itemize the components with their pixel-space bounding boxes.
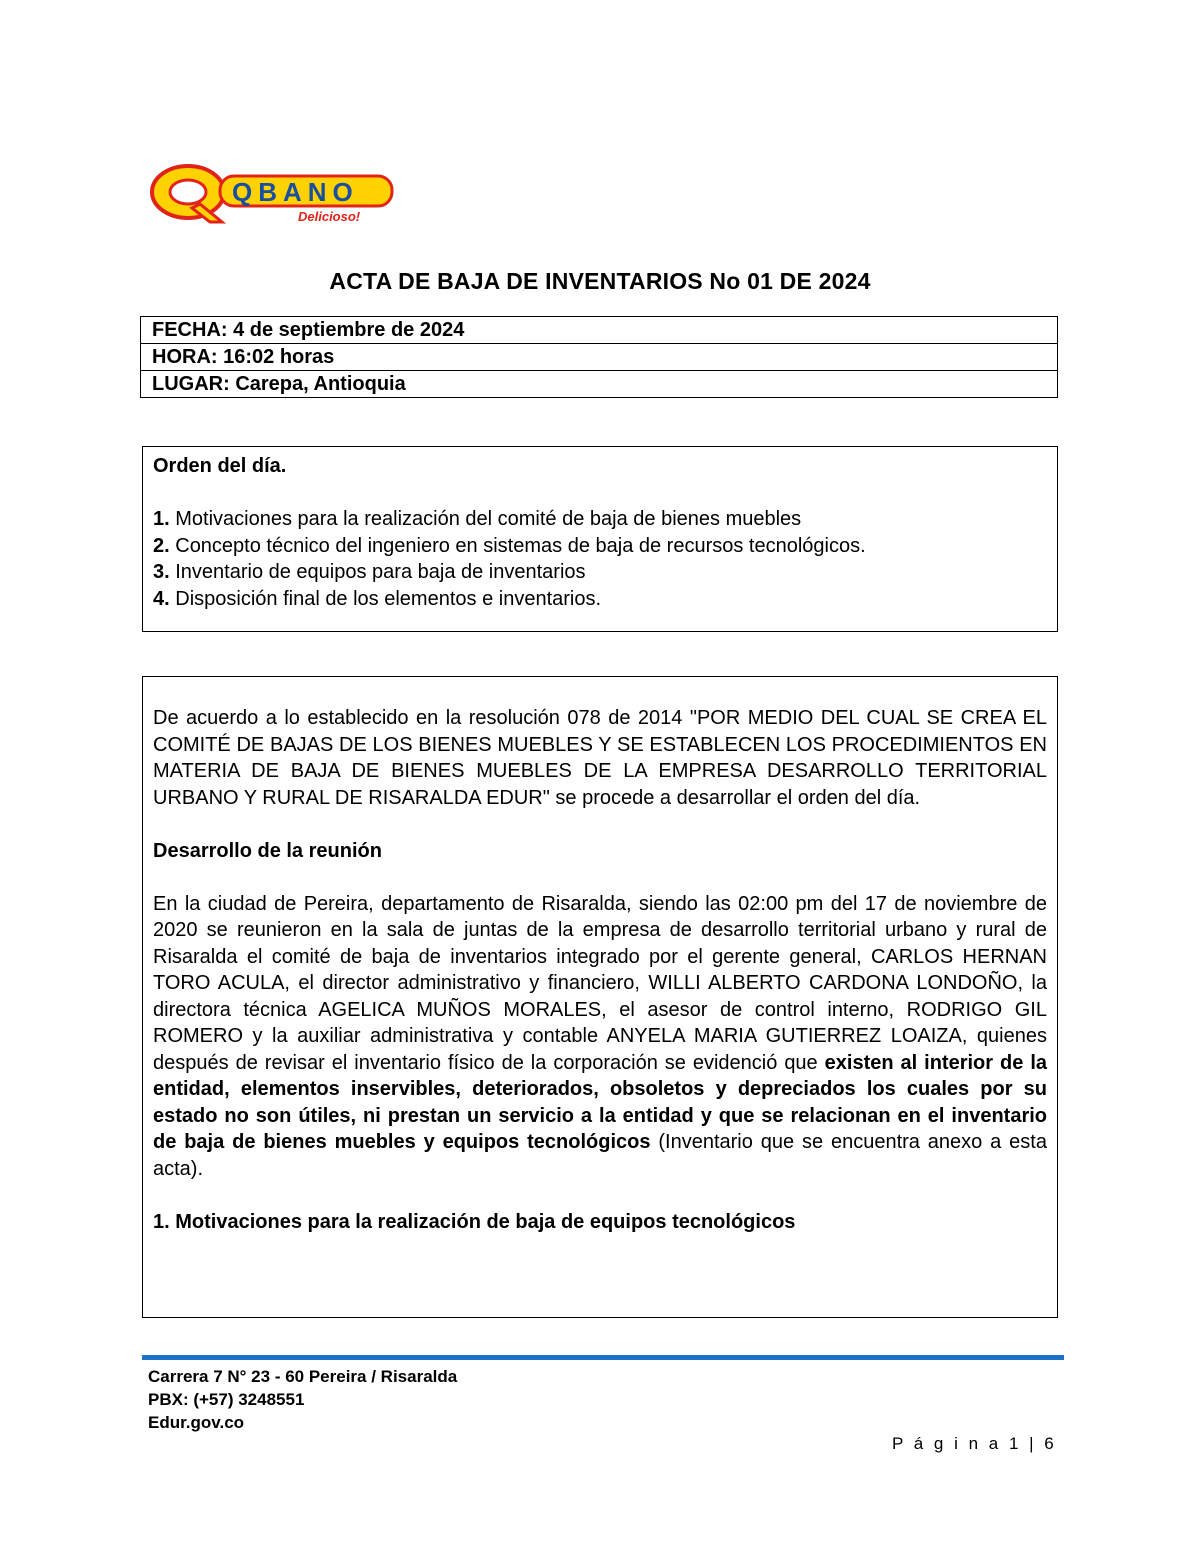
motivation-heading: 1. Motivaciones para la realización de baja de equipos tecnológicos xyxy=(153,1210,796,1233)
page-number: P á g i n a 1 | 6 xyxy=(892,1434,1057,1453)
footer-web: Edur.gov.co xyxy=(148,1413,245,1432)
info-table xyxy=(140,316,1058,398)
agenda-item: 2. Concepto técnico del ingeniero en sistemas de baja de recursos tecnológicos. xyxy=(153,534,866,557)
footer-address: Carrera 7 N° 23 - 60 Pereira / Risaralda xyxy=(148,1367,458,1386)
lugar-cell: LUGAR: Carepa, Antioquia xyxy=(141,371,1058,398)
footer-pbx: PBX: (+57) 3248551 xyxy=(148,1390,305,1409)
agenda-item: 3. Inventario de equipos para baja de inventarios xyxy=(153,561,586,583)
agenda-box xyxy=(142,446,1058,632)
agenda-item: 1. Motivaciones para la realización del comité de baja de bienes muebles xyxy=(153,508,802,530)
section-heading: Desarrollo de la reunión xyxy=(153,839,382,862)
intro-paragraph: De acuerdo a lo establecido en la resolución 078 de 2014 "POR MEDIO DEL CUAL SE CREA EL COMITÉ DE BAJAS DE LOS BIENES MUEBLES Y SE ESTABLECEN LOS PROCEDIMIENTOS EN MATERIA DE BAJA DE BIENES MUEBLES DE LA EMPRESA DESARROLLO TERRITORIAL URBANO Y RURAL DE RISARALDA EDUR" se procede a desarrollar el orden del día. xyxy=(153,707,1047,809)
agenda-item: 4. Disposición final de los elementos e inventarios. xyxy=(153,587,602,610)
meeting-paragraph: En la ciudad de Pereira, departamento de Risaralda, siendo las 02:00 pm del 17 de noviembre de 2020 se reunieron en la sala de juntas de la empresa de desarrollo territorial urbano y rural de Risaralda el comité de baja de inventarios integrado por el gerente general, CARLOS HERNAN TORO ACULA, el director administrativo y financiero, WILLI ALBERTO CARDONA LONDOÑO, la directora técnica AGELICA MUÑOS MORALES, el asesor de control interno, RODRIGO GIL ROMERO y la auxiliar administrativa y contable ANYELA MARIA GUTIERREZ LOAIZA, quienes después de revisar el inventario físico de la corporación se evidenció que existen al interior de la entidad, elementos inservibles, deteriorados, obsoletos y depreciados los cuales por su estado no son útiles, ni prestan un servicio a la entidad y que se relacionan en el inventario de baja de bienes muebles y equipos tecnológicos (Inventario que se encuentra anexo a esta acta). xyxy=(153,892,1047,1180)
qbano-logo xyxy=(150,164,398,226)
agenda-heading: Orden del día. xyxy=(153,455,287,477)
hora-cell: HORA: 16:02 horas xyxy=(141,344,1058,371)
footer-rule xyxy=(142,1355,1064,1360)
meeting-box xyxy=(142,676,1058,1318)
svg-text:Delicioso!: Delicioso! xyxy=(298,209,361,224)
svg-text:QBANO: QBANO xyxy=(232,177,359,207)
fecha-cell: FECHA: 4 de septiembre de 2024 xyxy=(141,317,1058,344)
document-title: ACTA DE BAJA DE INVENTARIOS No 01 DE 2024 xyxy=(329,268,871,294)
footer xyxy=(148,1365,457,1434)
